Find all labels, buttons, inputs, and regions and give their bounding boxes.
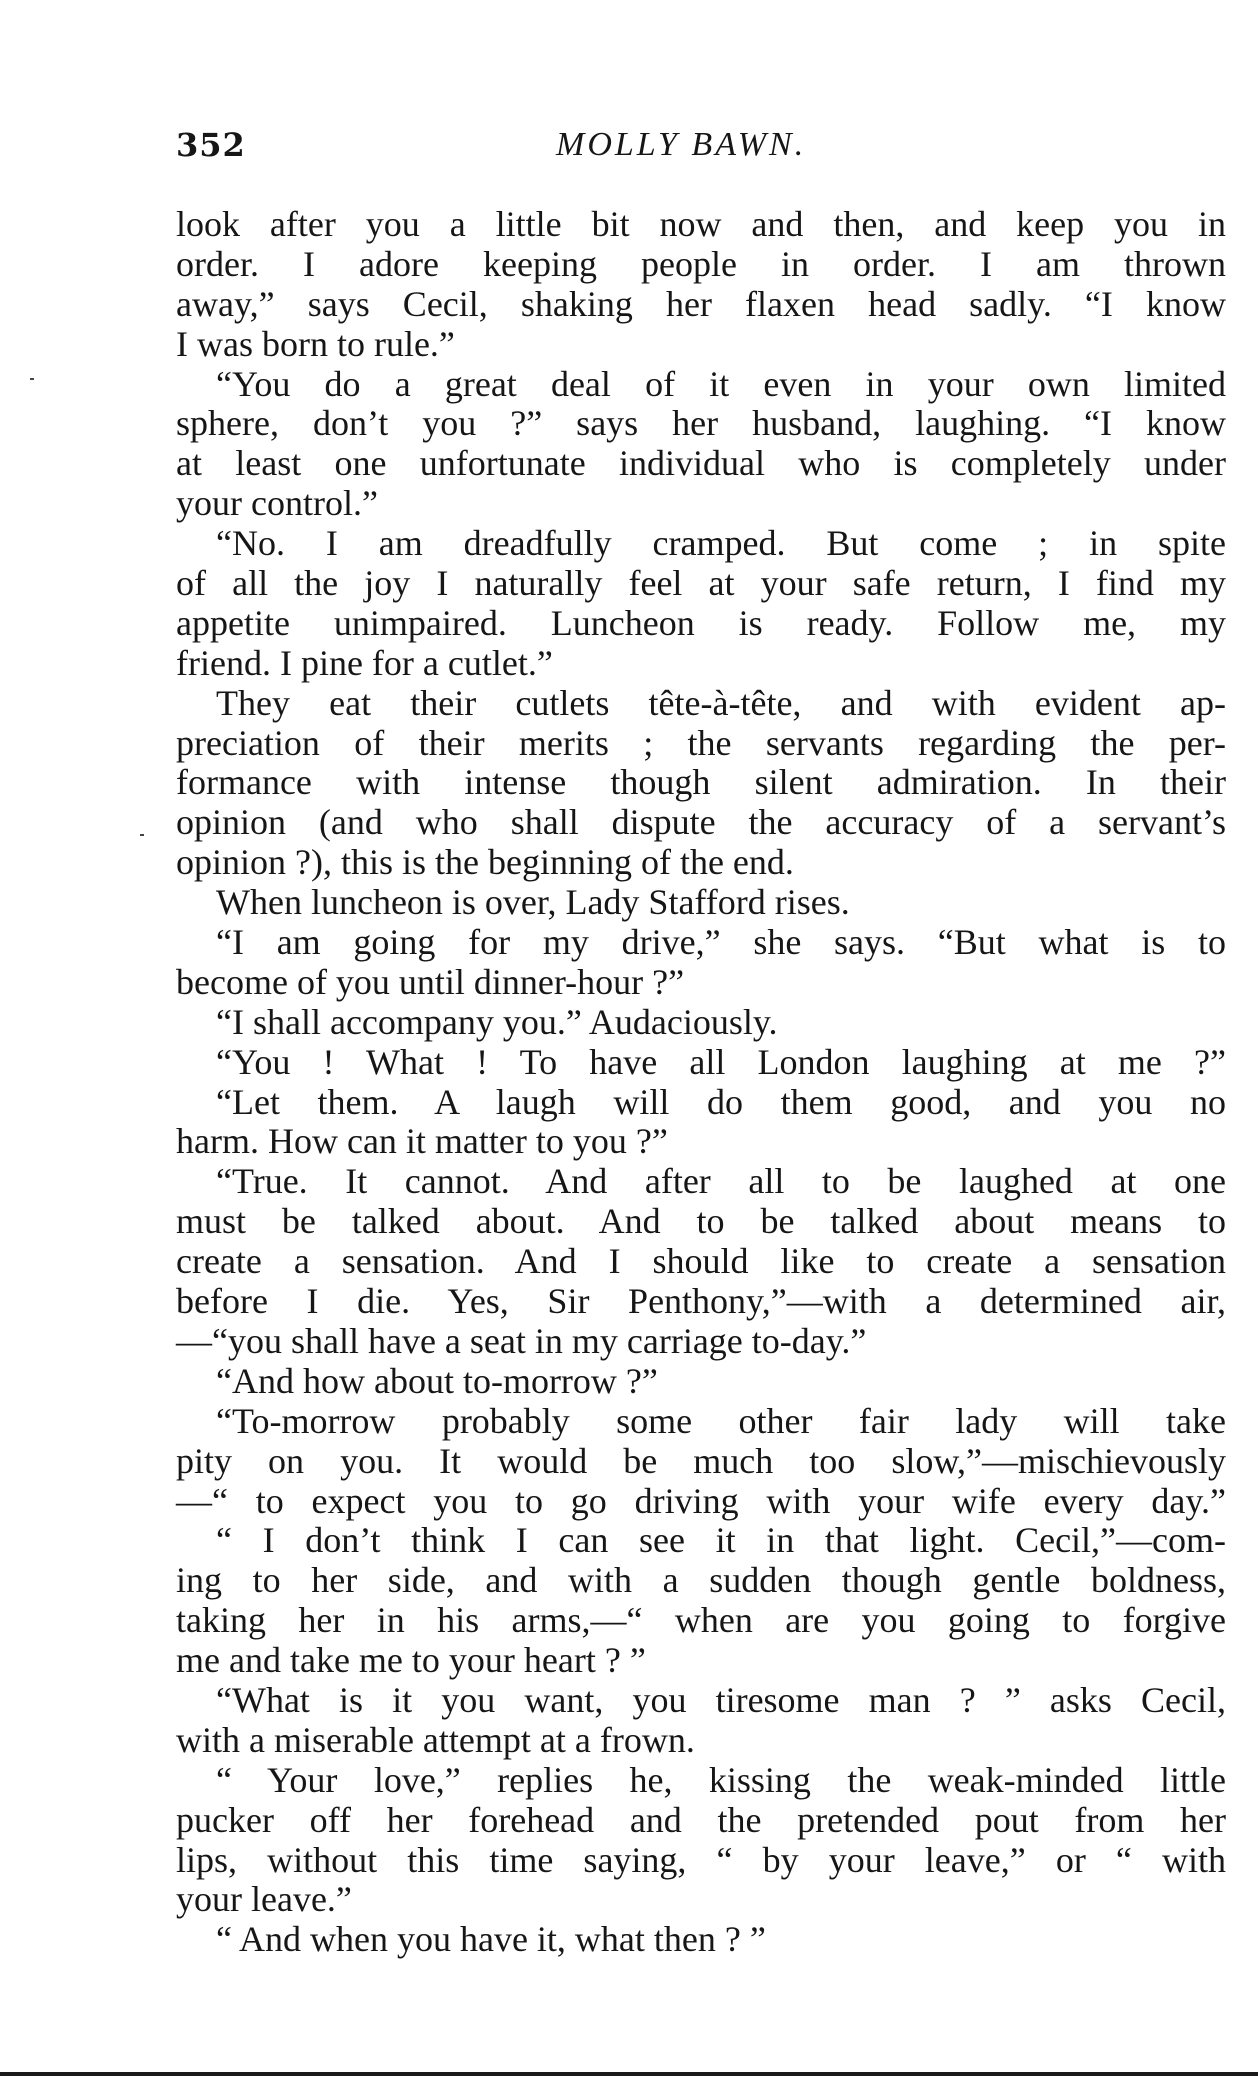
text-line: friend. I pine for a cutlet.” [176,642,553,683]
text-line: order. I adore keeping people in order. I am thrown [176,243,1226,284]
bottom-rule [0,2072,1258,2076]
text-line: before I die. Yes, Sir Penthony,”—with a determined air, [176,1281,1226,1322]
text-line: with a miserable attempt at a frown. [176,1719,695,1760]
text-line: “ And when you have it, what then ? ” [216,1919,766,1960]
running-head: MOLLY BAWN. [556,126,807,163]
text-line: “I am going for my drive,” she says. “But what is to [216,922,1226,963]
page-header [176,126,1226,176]
margin-speck [140,834,144,836]
text-line: create a sensation. And I should like to create a sensation [176,1241,1226,1282]
text-line: “No. I am dreadfully cramped. But come ; in spite [216,523,1226,564]
text-line: They eat their cutlets tête-à-tête, and with evident ap- [216,682,1226,723]
text-line: “Let them. A laugh will do them good, and you no [216,1081,1226,1122]
text-line: must be talked about. And to be talked about means to [176,1201,1226,1242]
text-line: opinion (and who shall dispute the accuracy of a servant’s [176,802,1226,843]
text-line: look after you a little bit now and then, and keep you in [176,204,1226,244]
text-line: your leave.” [176,1879,352,1920]
text-line: “You ! What ! To have all London laughing at me ?” [216,1041,1226,1082]
text-line: me and take me to your heart ? ” [176,1640,646,1681]
text-line: formance with intense though silent admiration. In their [176,762,1226,803]
text-line: I was born to rule.” [176,323,455,364]
text-line: ing to her side, and with a sudden though gentle boldness, [176,1560,1226,1601]
text-line: away,” says Cecil, shaking her flaxen head sadly. “I know [176,283,1226,324]
text-line: harm. How can it matter to you ?” [176,1121,668,1162]
text-line: —“you shall have a seat in my carriage to-day.” [176,1320,867,1361]
text-line: taking her in his arms,—“ when are you going to forgive [176,1600,1226,1641]
text-line: When luncheon is over, Lady Stafford rises. [216,882,850,923]
text-line: “I shall accompany you.” Audaciously. [216,1001,778,1042]
margin-speck [30,378,34,380]
page-number: 352 [176,126,246,164]
text-line: sphere, don’t you ?” says her husband, laughing. “I know [176,403,1226,444]
text-line: opinion ?), this is the beginning of the end. [176,842,794,883]
text-line: “ Your love,” replies he, kissing the weak-minded little [216,1759,1226,1800]
text-line: become of you until dinner-hour ?” [176,961,685,1002]
text-line: at least one unfortunate individual who is completely under [176,443,1226,484]
text-line: of all the joy I naturally feel at your safe return, I find my [176,563,1226,604]
text-line: pity on you. It would be much too slow,”—mischievously [176,1440,1226,1481]
text-line: “You do a great deal of it even in your own limited [216,363,1226,404]
text-line: “And how about to-morrow ?” [216,1360,658,1401]
text-line: “ I don’t think I can see it in that light. Cecil,”—com- [216,1520,1226,1561]
text-line: your control.” [176,483,378,524]
text-line: pucker off her forehead and the pretended pout from her [176,1799,1226,1840]
body-text [176,205,1226,1960]
text-line: “True. It cannot. And after all to be laughed at one [216,1161,1226,1202]
text-line: lips, without this time saying, “ by your leave,” or “ with [176,1839,1226,1880]
text-line: “What is it you want, you tiresome man ? ” asks Cecil, [216,1679,1226,1720]
text-line: preciation of their merits ; the servants regarding the per- [176,722,1226,763]
text-line: —“ to expect you to go driving with your wife every day.” [176,1480,1226,1521]
text-line: appetite unimpaired. Luncheon is ready. Follow me, my [176,602,1226,643]
text-line: “To-morrow probably some other fair lady will take [216,1400,1226,1441]
